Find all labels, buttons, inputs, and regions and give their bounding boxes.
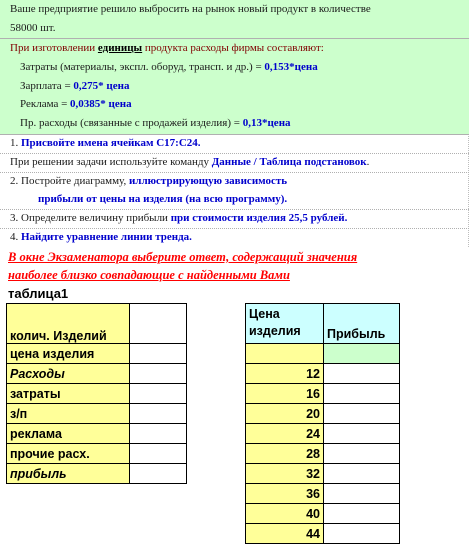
step-2-prefix: 2. Постройте диаграмму, [10, 175, 129, 187]
profit-cell[interactable] [324, 504, 400, 524]
step-4 [10, 231, 192, 243]
step-4-text: Найдите уравнение линии тренда. [21, 231, 192, 243]
price-cell[interactable]: 16 [246, 384, 324, 404]
cost-item-value: 0,13*цена [242, 117, 291, 129]
table-row [246, 384, 400, 404]
profit-cell[interactable] [324, 464, 400, 484]
cost-item-other [20, 117, 291, 129]
row-label: колич. Изделий [7, 304, 130, 344]
table-row [246, 424, 400, 444]
costs-header [10, 42, 324, 54]
cost-item-value: 0,0385* цена [70, 98, 132, 110]
examiner-note [8, 248, 463, 284]
table-row [246, 344, 400, 364]
price-cell[interactable]: 32 [246, 464, 324, 484]
step-1 [10, 137, 201, 149]
separator [0, 209, 469, 210]
table-row [246, 484, 400, 504]
cost-item-value: 0,153*цена [264, 61, 318, 73]
profit-cell[interactable] [324, 424, 400, 444]
cost-item-salary [20, 80, 129, 92]
cost-item-value: 0,275* цена [73, 80, 130, 92]
price-cell[interactable]: 24 [246, 424, 324, 444]
intro-line-1: Ваше предприятие решило выбросить на рынок новый продукт в количестве [10, 3, 371, 15]
table1 [6, 303, 187, 484]
formula-cell[interactable] [324, 344, 400, 364]
price-cell[interactable]: 20 [246, 404, 324, 424]
value-cell[interactable] [130, 384, 187, 404]
step-2-text: иллюстрирующую зависимость [128, 175, 288, 187]
value-cell[interactable] [130, 364, 187, 384]
separator [0, 172, 469, 173]
value-cell[interactable] [130, 344, 187, 364]
profit-cell[interactable] [324, 364, 400, 384]
row-label: з/п [7, 404, 130, 424]
empty-cell[interactable] [246, 344, 324, 364]
price-cell[interactable]: 40 [246, 504, 324, 524]
cost-item-materials [20, 61, 318, 73]
table-row [246, 524, 400, 544]
step-3 [10, 212, 347, 224]
profit-cell[interactable] [324, 384, 400, 404]
table-header-row [246, 304, 400, 344]
table-row [7, 464, 187, 484]
step-1-text: Присвойте имена ячейкам С17:С24. [21, 137, 201, 149]
task-description-panel [0, 0, 469, 247]
table-row [7, 424, 187, 444]
value-cell[interactable] [130, 464, 187, 484]
step-2 [10, 175, 287, 187]
row-label: прочие расх. [7, 444, 130, 464]
cost-item-label: Пр. расходы (связанные с продажей изделия) = [20, 117, 243, 129]
profit-cell[interactable] [324, 524, 400, 544]
costs-prefix: При изготовлении [10, 42, 98, 54]
table-row [7, 404, 187, 424]
table-row [246, 444, 400, 464]
column-header-profit: Прибыль [324, 304, 400, 344]
step-1b-command: Данные / Таблица подстановок [211, 156, 367, 168]
cost-item-advertising [20, 98, 132, 110]
profit-cell[interactable] [324, 404, 400, 424]
step-1b [10, 156, 369, 168]
table1-title: таблица1 [8, 286, 69, 301]
column-header-price: Цена изделия [246, 304, 324, 344]
row-label: реклама [7, 424, 130, 444]
value-cell[interactable] [130, 404, 187, 424]
row-label: Расходы [7, 364, 130, 384]
profit-cell[interactable] [324, 484, 400, 504]
separator [0, 38, 469, 39]
table-row [7, 364, 187, 384]
row-label: затраты [7, 384, 130, 404]
costs-suffix: продукта расходы фирмы составляют: [142, 42, 324, 54]
table2-price-profit [245, 303, 400, 544]
intro-line-2: 58000 шт. [10, 22, 56, 34]
price-cell[interactable]: 36 [246, 484, 324, 504]
value-cell[interactable] [130, 424, 187, 444]
table-row [246, 404, 400, 424]
row-label: прибыль [7, 464, 130, 484]
value-cell[interactable] [130, 444, 187, 464]
price-cell[interactable]: 12 [246, 364, 324, 384]
cost-item-label: Затраты (материалы, экспл. оборуд, трансп. и др.) = [20, 61, 265, 73]
step-3-prefix: 3. Определите величину прибыли [10, 212, 171, 224]
examiner-note-line-1: В окне Экзаменатора выберите ответ, содержащий значения [8, 250, 358, 264]
separator [0, 153, 469, 154]
step-number: 1. [10, 137, 21, 149]
table-row [7, 304, 187, 344]
table-row [7, 384, 187, 404]
table-row [246, 504, 400, 524]
costs-unit-word: единицы [97, 42, 143, 54]
step-number: 4. [10, 231, 21, 243]
price-cell[interactable]: 28 [246, 444, 324, 464]
separator [0, 228, 469, 229]
step-1b-suffix: . [366, 156, 370, 168]
step-3-text: при стоимости изделия 25,5 рублей. [170, 212, 348, 224]
cost-item-label: Реклама = [20, 98, 71, 110]
separator [0, 134, 469, 135]
cost-item-label: Зарплата = [20, 80, 74, 92]
step-1b-prefix: При решении задачи используйте команду [10, 156, 212, 168]
examiner-note-line-2: наиболее близко совпадающие с найденными Вами [8, 268, 290, 282]
table-row [246, 464, 400, 484]
step-2-continuation: прибыли от цены на изделия (на всю программу). [38, 193, 288, 205]
profit-cell[interactable] [324, 444, 400, 464]
table-row [246, 364, 400, 384]
value-cell[interactable] [130, 304, 187, 344]
row-label: цена изделия [7, 344, 130, 364]
table-row [7, 444, 187, 464]
table-row [7, 344, 187, 364]
price-cell[interactable]: 44 [246, 524, 324, 544]
